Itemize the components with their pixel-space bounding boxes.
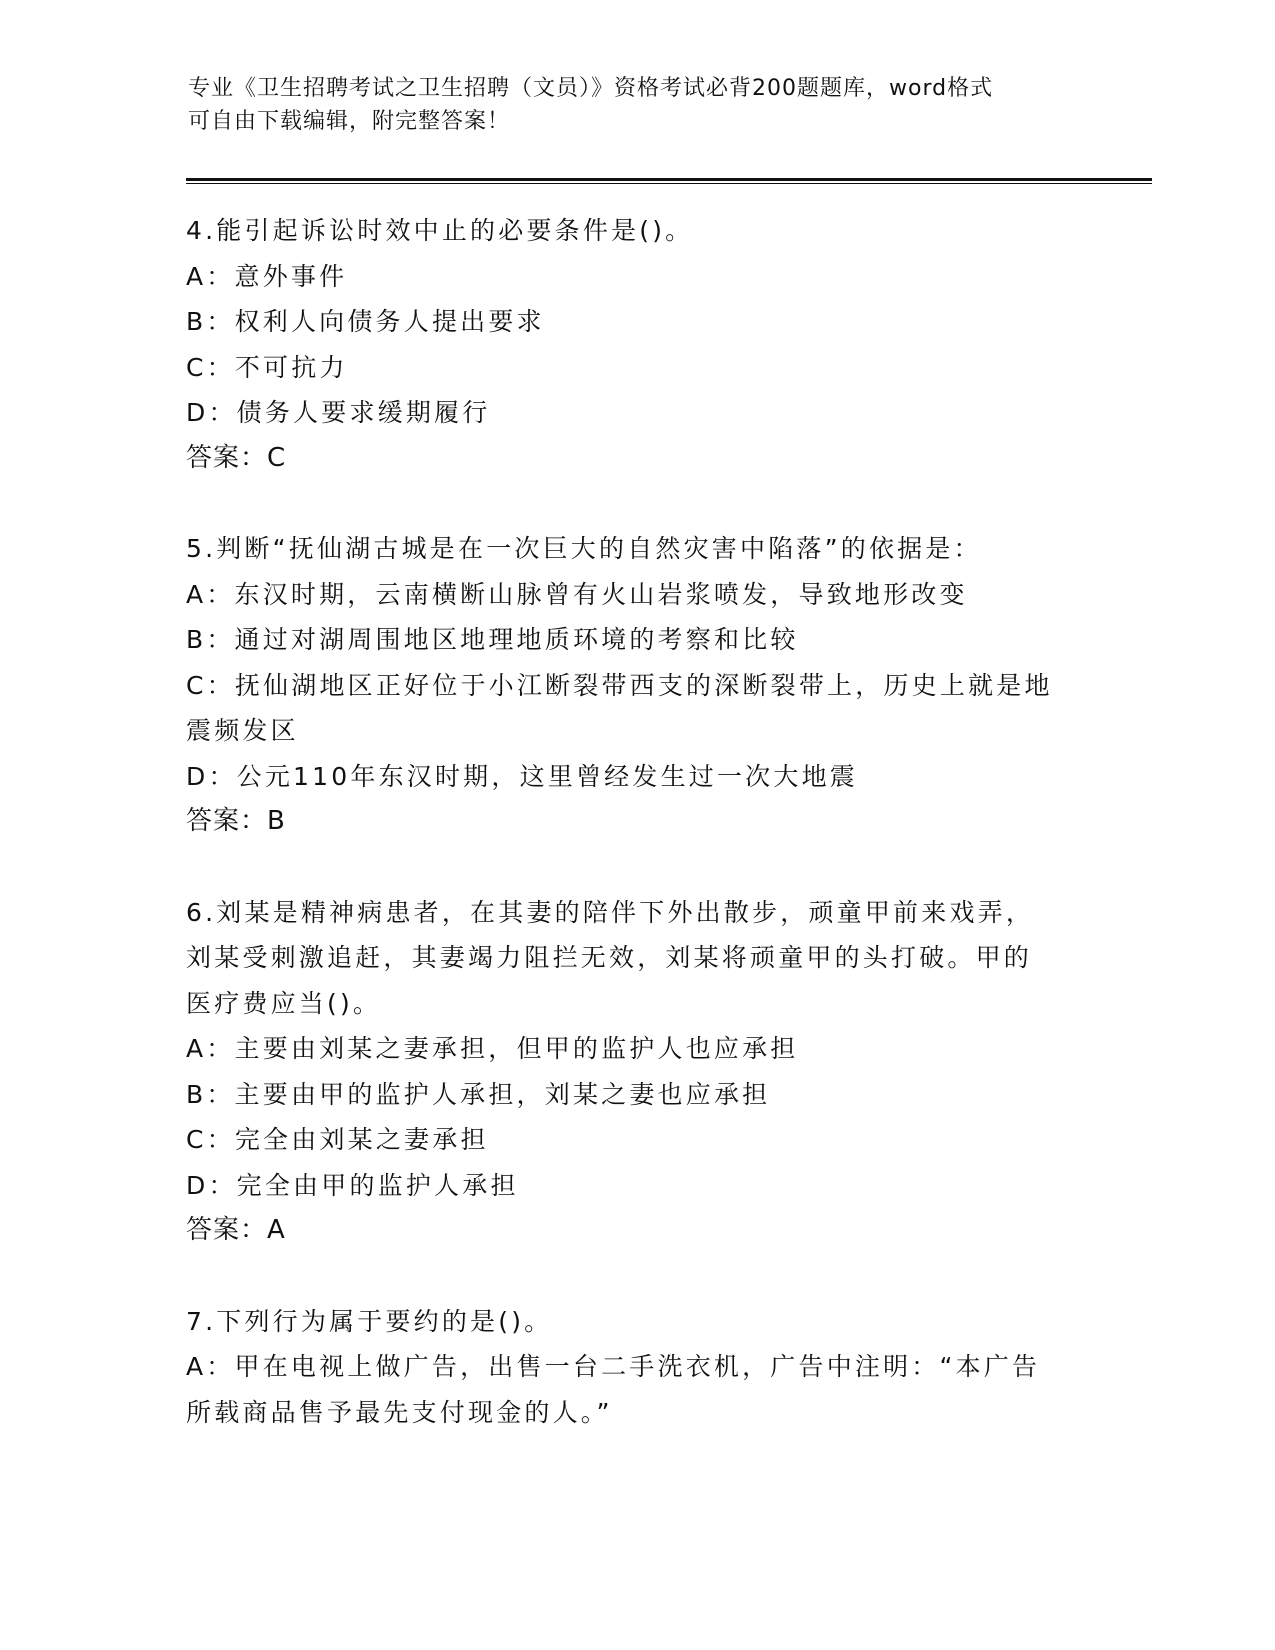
- option-text-continued: 所载商品售予最先支付现金的人。”: [186, 1397, 613, 1427]
- option-d: [186, 754, 1086, 800]
- option-a: [186, 572, 1086, 618]
- option-text: D：完全由甲的监护人承担: [186, 1170, 519, 1200]
- option-a: [186, 1026, 1086, 1072]
- question-title: [186, 890, 1086, 1027]
- option-c: [186, 663, 1086, 754]
- option-c: [186, 1117, 1086, 1163]
- question-text: 6.刘某是精神病患者，在其妻的陪伴下外出散步，顽童甲前来戏弄，: [186, 897, 1035, 927]
- option-c: [186, 345, 1086, 391]
- header-line-1: 专业《卫生招聘考试之卫生招聘（文员）》资格考试必背200题题库，word格式: [188, 76, 994, 101]
- answer-label: 答案：C: [186, 442, 287, 473]
- question-6: [186, 890, 1086, 1254]
- document-header: [188, 72, 1088, 138]
- option-d: [186, 1163, 1086, 1209]
- option-text: B：通过对湖周围地区地理地质环境的考察和比较: [186, 625, 799, 654]
- option-d: [186, 390, 1086, 436]
- option-text: A：意外事件: [186, 261, 348, 291]
- option-text: A：甲在电视上做广告，出售一台二手洗衣机，广告中注明：“本广告: [186, 1352, 1041, 1381]
- option-text-continued: 震频发区: [186, 716, 299, 745]
- option-text: C：完全由刘某之妻承担: [186, 1125, 489, 1154]
- option-text: D：公元110年东汉时期，这里曾经发生过一次大地震: [186, 761, 858, 791]
- question-title: [186, 1299, 1086, 1345]
- option-text: C：抚仙湖地区正好位于小江断裂带西支的深断裂带上，历史上就是地: [186, 670, 1053, 700]
- option-text: C：不可抗力: [186, 352, 348, 382]
- option-text: B：权利人向债务人提出要求: [186, 307, 545, 336]
- answer-label: 答案：B: [186, 806, 286, 836]
- header-divider-thin: [186, 183, 1152, 184]
- question-7: [186, 1299, 1086, 1436]
- question-5: [186, 526, 1086, 845]
- option-b: [186, 1072, 1086, 1118]
- question-text-continued: 刘某受刺激追赶，其妻竭力阻拦无效，刘某将顽童甲的头打破。甲的: [186, 943, 1033, 972]
- option-text: A：东汉时期，云南横断山脉曾有火山岩浆喷发，导致地形改变: [186, 579, 968, 609]
- question-4: [186, 208, 1086, 481]
- option-text: D：债务人要求缓期履行: [186, 398, 491, 427]
- option-b: [186, 299, 1086, 345]
- answer-label: 答案：A: [186, 1215, 286, 1245]
- question-title: [186, 208, 1086, 254]
- header-line-2: 可自由下载编辑，附完整答案！: [188, 109, 511, 134]
- option-a: [186, 1344, 1086, 1435]
- option-b: [186, 617, 1086, 663]
- question-text: 7.下列行为属于要约的是()。: [186, 1306, 553, 1336]
- option-text: B：主要由甲的监护人承担，刘某之妻也应承担: [186, 1079, 771, 1109]
- question-text: 4.能引起诉讼时效中止的必要条件是()。: [186, 216, 694, 245]
- option-a: [186, 254, 1086, 300]
- question-text-continued: 医疗费应当()。: [186, 988, 382, 1018]
- question-list: [186, 208, 1086, 1480]
- option-text: A：主要由刘某之妻承担，但甲的监护人也应承担: [186, 1034, 799, 1063]
- question-text: 5.判断“抚仙湖古城是在一次巨大的自然灾害中陷落”的依据是：: [186, 534, 982, 563]
- question-title: [186, 526, 1086, 572]
- header-divider-thick: [186, 178, 1152, 181]
